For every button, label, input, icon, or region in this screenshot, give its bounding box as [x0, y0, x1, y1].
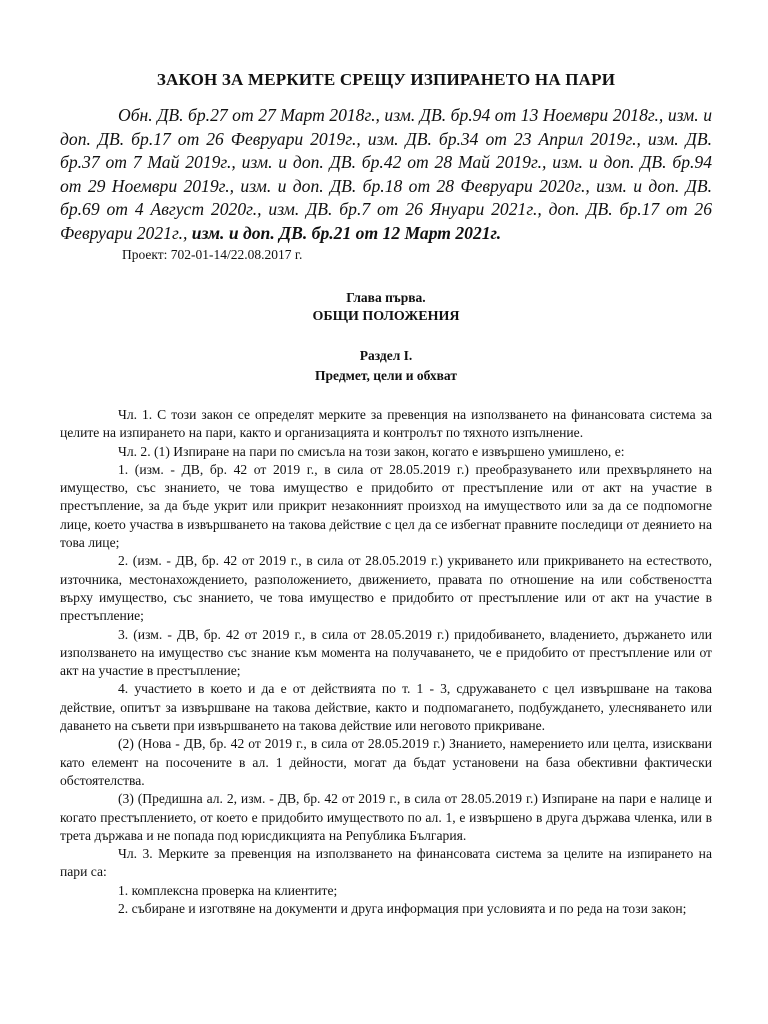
chapter-label: Глава първа.	[346, 290, 426, 305]
paragraph-art2-1-item2: 2. (изм. - ДВ, бр. 42 от 2019 г., в сила от 28.05.2019 г.) укриването или прикриването на естеството, източника, местонахождението, разположението, движението, правата по отношение на или собствеността върху имущество, със знанието, че това имущество е придобито от престъпление или от акт на участие в престъпление;	[60, 553, 712, 624]
paragraph-art2-1-item3: 3. (изм. - ДВ, бр. 42 от 2019 г., в сила от 28.05.2019 г.) придобиването, владението, държането или използването на имущество със знание към момента на получаването, че е придобито от престъпление или от акт на участие в престъпление;	[60, 626, 712, 679]
amendments-main: Обн. ДВ. бр.27 от 27 Март 2018г., изм. ДВ. бр.94 от 13 Ноември 2018г., изм. и доп. ДВ. бр.17 от 26 Февруари 2019г., изм. ДВ. бр.34 от 23 Април 2019г., изм. ДВ. бр.37 от 7 Май 2019г., изм. и доп. ДВ. бр.42 от 28 Май 2019г., изм. и доп. ДВ. бр.94 от 29 Ноември 2019г., изм. и доп. ДВ. бр.18 от 28 Февруари 2020г., изм. и доп. ДВ. бр.69 от 4 Август 2020г., изм. ДВ. бр.7 от 26 Януари 2021г., доп. ДВ. бр.17 от 26 Февруари 2021г.,	[60, 105, 712, 243]
law-body	[60, 406, 712, 918]
law-title: ЗАКОН ЗА МЕРКИТЕ СРЕЩУ ИЗПИРАНЕТО НА ПАРИ	[156, 70, 616, 89]
paragraph-art2-1: Чл. 2. (1) Изпиране на пари по смисъла на този закон, когато е извършено умишлено, е:	[118, 443, 625, 459]
chapter-title: ОБЩИ ПОЛОЖЕНИЯ	[312, 309, 460, 324]
paragraph-art2-2: (2) (Нова - ДВ, бр. 42 от 2019 г., в сила от 28.05.2019 г.) Знанието, намерението или целта, изисквани като елемент на посочените в ал. 1 дейности, могат да бъдат установени на база обективни фактически обстоятелства.	[60, 736, 712, 788]
paragraph-art2-1-item1: 1. (изм. - ДВ, бр. 42 от 2019 г., в сила от 28.05.2019 г.) преобразуването или прехвърлянето на имущество, със знанието, че това имущество е придобито от престъпление или от акт на участие в престъпление, за да бъде укрит или прикрит незаконният произход на имуществото или за да се подпомогне лице, което участва в извършването на такова действие с цел да се избегнат правните последици от деянието на това лице;	[60, 461, 712, 551]
paragraph-art3-item2: 2. събиране и изготвяне на документи и друга информация при условията и по реда на този закон;	[118, 901, 687, 917]
paragraph-art2-3: (3) (Предишна ал. 2, изм. - ДВ, бр. 42 от 2019 г., в сила от 28.05.2019 г.) Изпиране на пари е налице и когато престъплението, от което е придобито имуществото по ал. 1, е извършено в друга държава членка, или в трета държава и не попада под юрисдикцията на Република България.	[60, 791, 712, 843]
paragraph-art3: Чл. 3. Мерките за превенция на използването на финансовата система за целите на изпирането на пари са:	[60, 846, 712, 880]
amendments-note	[60, 104, 712, 245]
paragraph-art2-1-item4: 4. участието в което и да е от действията по т. 1 - 3, сдружаването с цел извършване на такова действие, опитът за извършване на такова действие, както и подпомагането, подбуждането, улесняването или даването на съвети при извършването на такова действие или неговото прикриване.	[60, 681, 712, 734]
section-title: Предмет, цели и обхват	[315, 368, 457, 383]
paragraph-art3-item1: 1. комплексна проверка на клиентите;	[118, 882, 338, 898]
project-number: Проект: 702-01-14/22.08.2017 г.	[122, 247, 303, 262]
section-label: Раздел I.	[359, 348, 413, 363]
paragraph-art1: Чл. 1. С този закон се определят мерките за превенция на използването на финансовата система за целите на изпирането на пари, както и организацията и контролът по тяхното изпълнение.	[60, 407, 712, 441]
amendments-last: изм. и доп. ДВ. бр.21 от 12 Март 2021г.	[191, 222, 502, 243]
